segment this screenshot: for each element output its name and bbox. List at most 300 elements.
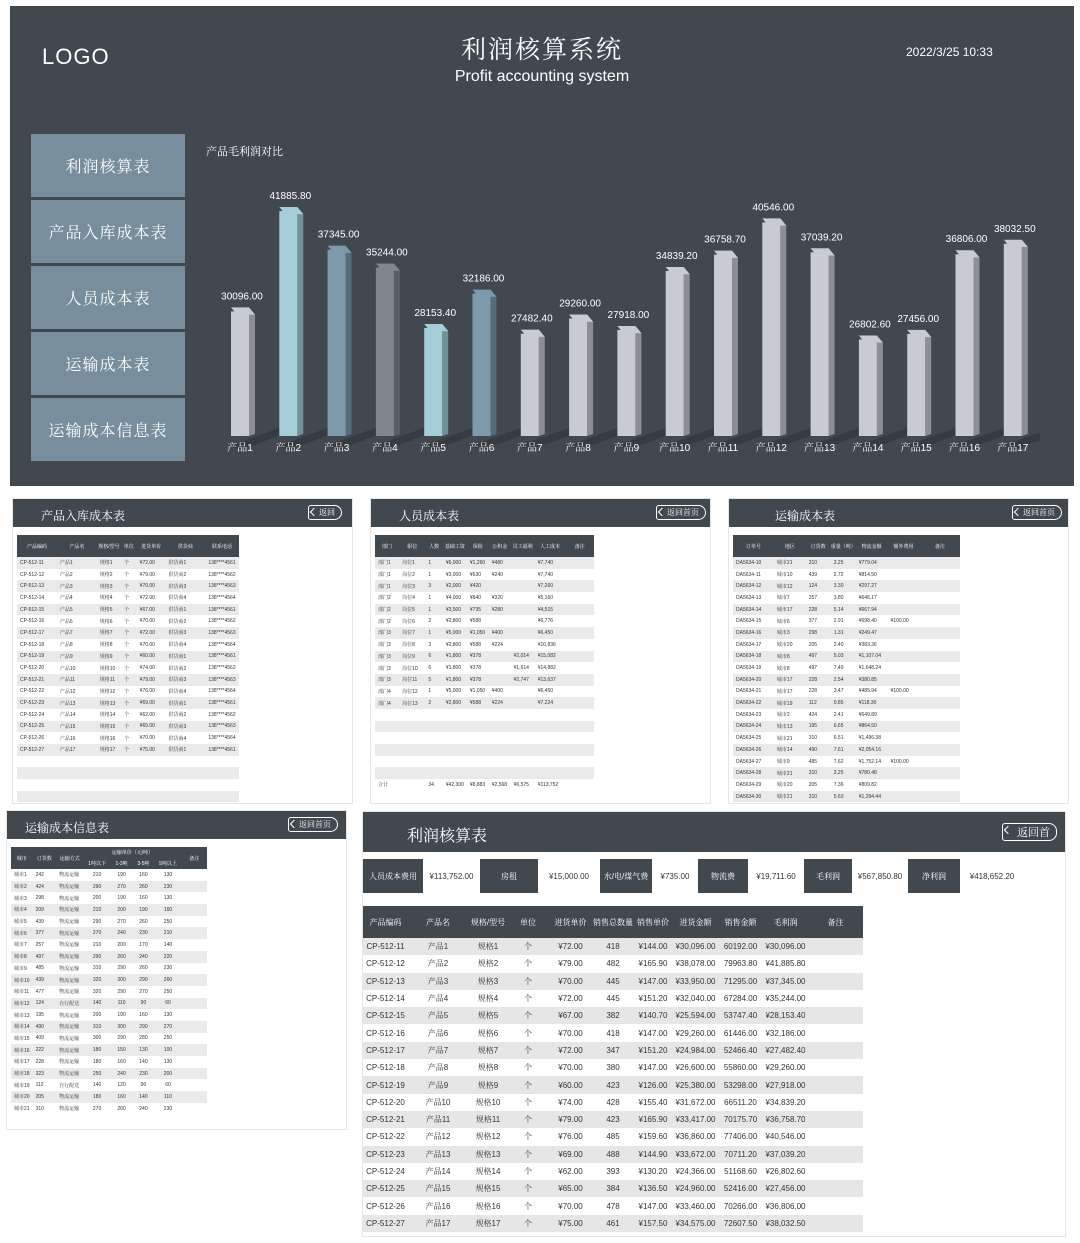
table-cell: ¥37,039.20 xyxy=(763,1146,808,1163)
table-cell: ¥65.00 xyxy=(548,1180,593,1197)
table-cell: CP-512-13 xyxy=(17,580,57,592)
table-cell: ¥30,096.00 xyxy=(673,938,718,955)
data-label: 27482.40 xyxy=(510,313,553,325)
table-cell: 130 xyxy=(163,1058,173,1065)
table-cell: 产品12 xyxy=(425,1132,451,1142)
table-cell: 个 xyxy=(124,642,130,649)
bar-side xyxy=(829,248,835,436)
column-header: 产品名 xyxy=(57,535,97,557)
table-cell: ¥5,000 xyxy=(445,688,462,695)
table-cell xyxy=(808,1146,863,1163)
table-cell: 规格14 xyxy=(99,712,116,719)
nav-transport-cost-table[interactable]: 运输成本表 xyxy=(31,332,185,395)
table-cell: 个 xyxy=(124,712,130,719)
table-cell: 规格7 xyxy=(468,1042,508,1059)
table-cell: 规格16 xyxy=(475,1201,501,1211)
table-cell: 124 xyxy=(806,580,831,592)
table-cell: 298 xyxy=(35,895,44,902)
table-cell xyxy=(375,767,399,779)
table-cell: 138****4564 xyxy=(208,688,236,695)
bar-side xyxy=(635,326,641,436)
table-cell: ¥140.70 xyxy=(633,1007,673,1024)
table-cell: ¥32,186.00 xyxy=(765,1028,806,1038)
column-header: 保险 xyxy=(467,535,489,557)
table-cell: 岗位8 xyxy=(402,642,415,649)
bar xyxy=(569,319,587,436)
table-row xyxy=(17,697,239,709)
bar xyxy=(279,211,297,436)
table-cell: 3.25 xyxy=(831,767,856,779)
table-row xyxy=(363,1024,863,1041)
column-header: 毛利润 xyxy=(763,906,808,938)
table-cell: ¥13,637 xyxy=(535,674,566,686)
table-cell xyxy=(919,697,960,709)
table-cell: 2.72 xyxy=(833,571,844,578)
table-cell: 物流运输 xyxy=(56,881,83,893)
table-cell: 160 xyxy=(117,1058,126,1065)
data-label: 36758.70 xyxy=(704,234,746,246)
table-cell xyxy=(165,779,205,791)
table-row xyxy=(11,939,207,951)
category-label: 产品10 xyxy=(659,443,691,454)
column-header: 供货商 xyxy=(165,535,205,557)
table-cell xyxy=(565,592,594,604)
summary-value: ¥19,711.60 xyxy=(756,871,796,881)
column-header: 产品编码 xyxy=(17,535,57,557)
table-cell: ¥6,450 xyxy=(537,688,554,695)
table-cell: 138****4564 xyxy=(208,641,236,648)
table-cell: ¥840 xyxy=(469,594,482,601)
table-cell: 1 xyxy=(425,557,443,569)
table-cell xyxy=(888,709,920,721)
table-cell: 6 xyxy=(425,651,443,663)
table-cell: ¥72.00 xyxy=(137,627,166,639)
table-cell xyxy=(165,756,205,768)
table-cell: 岗位13 xyxy=(399,697,425,709)
table-cell: ¥147.00 xyxy=(633,973,673,990)
back-home-button[interactable]: 返回首 xyxy=(1002,823,1057,841)
table-row xyxy=(11,951,207,963)
table-cell: ¥1,294.44 xyxy=(856,791,888,803)
table-cell xyxy=(565,709,594,721)
table-cell: ¥38,078.00 xyxy=(675,959,716,969)
nav-transport-info-table[interactable]: 运输成本信息表 xyxy=(31,398,185,461)
table-row xyxy=(363,1163,863,1180)
table-cell: 67284.00 xyxy=(723,994,758,1004)
table-cell: CP-512-21 xyxy=(17,674,57,686)
table-cell xyxy=(182,939,207,951)
table-row xyxy=(733,779,960,791)
table-row xyxy=(375,721,594,733)
table-cell: ¥400 xyxy=(489,627,511,639)
table-cell: 257 xyxy=(808,594,818,601)
bar-side xyxy=(491,290,497,436)
table-cell: 6.65 xyxy=(831,721,856,733)
table-cell: 1.31 xyxy=(831,627,856,639)
table-cell: 5.14 xyxy=(831,604,856,616)
nav-staff-cost-table[interactable]: 人员成本表 xyxy=(31,266,185,329)
table-cell: CP-512-16 xyxy=(366,1028,405,1038)
table-cell: ¥814.50 xyxy=(858,571,877,578)
table-cell xyxy=(565,767,594,779)
table-cell xyxy=(182,1033,207,1045)
table-cell xyxy=(535,756,566,768)
table-cell: 200 xyxy=(92,1012,102,1019)
table-cell xyxy=(182,1091,207,1103)
table-row xyxy=(363,1042,863,1059)
table-cell: 个 xyxy=(524,1201,532,1211)
table-cell xyxy=(205,767,238,779)
table-cell: 岗位1 xyxy=(399,557,425,569)
page-title: 利润核算系统 xyxy=(460,35,623,64)
data-label: 29260.00 xyxy=(559,298,601,310)
table-cell: 270 xyxy=(92,1105,102,1112)
table-cell xyxy=(182,1056,207,1068)
table-cell: 180 xyxy=(84,1091,111,1103)
table-cell: 个 xyxy=(121,721,137,733)
table-cell: ¥249.47 xyxy=(856,627,888,639)
back-home-button[interactable]: 返回首页 xyxy=(1012,505,1062,520)
table-cell xyxy=(425,744,443,756)
table-cell: ¥7,740 xyxy=(535,557,566,569)
table-cell: 个 xyxy=(121,674,137,686)
table-cell: 210 xyxy=(92,871,102,878)
table-cell xyxy=(565,580,594,592)
table-cell: 138****4561 xyxy=(205,697,238,709)
data-label: 27918.00 xyxy=(607,309,650,321)
bar xyxy=(231,311,249,436)
table-cell xyxy=(511,557,535,569)
table-cell: 城市16 xyxy=(11,1044,33,1056)
table-cell: DA5634-25 xyxy=(736,735,762,742)
column-header: 产品编码 xyxy=(363,906,408,938)
table-cell: ¥72.00 xyxy=(558,994,583,1004)
table-cell: 7.36 xyxy=(833,781,844,788)
table-cell: 规格9 xyxy=(468,1076,508,1093)
table-cell: 205 xyxy=(808,781,818,788)
table-row xyxy=(363,1215,863,1232)
table-cell: 规格10 xyxy=(475,1097,501,1107)
table-cell: ¥62.00 xyxy=(139,711,155,718)
table-cell: 供货商3 xyxy=(165,627,205,639)
table-cell: ¥76.00 xyxy=(139,688,155,695)
table-cell: 5.63 xyxy=(831,791,856,803)
table-cell: 497 xyxy=(33,951,57,963)
table-cell: 130 xyxy=(163,895,173,902)
table-cell xyxy=(57,756,97,768)
table-cell: 城市13 xyxy=(14,1012,30,1019)
table-cell: 53747.40 xyxy=(718,1007,763,1024)
panel-title: 运输成本信息表 xyxy=(25,821,110,835)
table-cell: ¥779.04 xyxy=(856,557,888,569)
table-cell: 供货商1 xyxy=(165,557,205,569)
table-cell: CP-512-17 xyxy=(363,1042,408,1059)
table-cell: 规格11 xyxy=(468,1111,508,1128)
data-label: 28153.40 xyxy=(414,307,457,319)
column-header: 销售总数量 xyxy=(593,906,633,938)
summary-label: 房租 xyxy=(480,859,538,893)
table-cell: ¥37,345.00 xyxy=(763,973,808,990)
column-header: 运输方式 xyxy=(56,847,83,869)
bar-side xyxy=(297,207,303,436)
table-cell: 供货商2 xyxy=(168,618,187,625)
table-cell: 城市20 xyxy=(776,782,793,789)
table-cell xyxy=(467,709,489,721)
table-cell: 产品1 xyxy=(408,938,468,955)
table-cell xyxy=(489,744,511,756)
table-cell xyxy=(888,639,920,651)
column-header: 备注 xyxy=(565,535,594,557)
table-cell: 个 xyxy=(524,1063,532,1073)
table-row xyxy=(11,974,207,986)
table-cell: 240 xyxy=(133,951,155,963)
table-cell: 240 xyxy=(111,1068,133,1080)
table-row xyxy=(17,639,239,651)
profit-panel xyxy=(362,811,1066,1237)
table-cell: ¥646.17 xyxy=(858,594,877,601)
table-cell: 138****4562 xyxy=(208,711,236,718)
table-cell: 城市4 xyxy=(11,904,33,916)
table-cell: 部门1 xyxy=(375,580,399,592)
table-cell: 供货商1 xyxy=(165,744,205,756)
table-cell: ¥27,918.00 xyxy=(763,1076,808,1093)
table-cell xyxy=(182,1021,207,1033)
table-cell: 城市15 xyxy=(14,1035,30,1042)
table-cell: ¥588 xyxy=(469,618,482,625)
table-cell xyxy=(121,756,137,768)
bar xyxy=(376,268,394,436)
table-cell: 规格5 xyxy=(468,1007,508,1024)
table-row xyxy=(17,662,239,674)
table-cell: CP-512-15 xyxy=(17,604,57,616)
table-cell: 城市6 xyxy=(776,618,790,625)
table-cell xyxy=(489,767,511,779)
table-cell: CP-512-12 xyxy=(366,959,405,969)
category-label: 产品5 xyxy=(420,443,446,454)
nav-inbound-cost-table[interactable]: 产品入库成本表 xyxy=(31,200,185,263)
category-label: 产品9 xyxy=(613,443,640,454)
table-cell: ¥147.00 xyxy=(638,1028,668,1038)
table-cell: 岗位7 xyxy=(399,627,425,639)
table-cell: 140 xyxy=(133,1091,155,1103)
table-cell: 规格12 xyxy=(99,688,116,695)
table-cell: 228 xyxy=(35,1058,44,1065)
table-cell: ¥400 xyxy=(491,688,503,695)
table-cell: ¥36,758.70 xyxy=(763,1111,808,1128)
table-cell: ¥33,672.00 xyxy=(673,1146,718,1163)
table-cell: 物流运输 xyxy=(56,974,83,986)
table-cell: 个 xyxy=(508,1042,548,1059)
table-cell xyxy=(425,767,443,779)
column-header: 基础工资 xyxy=(443,535,467,557)
table-cell: ¥6,450 xyxy=(535,627,566,639)
table-cell xyxy=(565,721,594,733)
table-cell: 城市17 xyxy=(774,674,806,686)
table-cell: 138****4562 xyxy=(208,571,236,578)
table-cell: 270 xyxy=(154,1021,181,1033)
table-cell: 产品1 xyxy=(57,557,97,569)
table-cell: 规格9 xyxy=(97,651,121,663)
table-cell: 1 xyxy=(425,604,443,616)
table-cell: 138****4562 xyxy=(208,618,236,625)
table-cell: 岗位4 xyxy=(402,595,415,602)
table-cell: 112 xyxy=(35,1082,44,1089)
table-cell xyxy=(489,756,511,768)
table-cell xyxy=(182,892,207,904)
table-cell: ¥29,260.00 xyxy=(765,1063,806,1073)
table-cell xyxy=(425,732,443,744)
table-cell: DA5634-11 xyxy=(736,571,761,578)
data-label: 37039.20 xyxy=(800,232,843,244)
table-cell: 城市1 xyxy=(14,872,27,879)
back-button[interactable]: 返回 xyxy=(308,505,342,520)
table-cell: 60192.00 xyxy=(718,938,763,955)
table-cell: 260 xyxy=(154,974,181,986)
table-cell xyxy=(425,756,443,768)
table-cell: 部门4 xyxy=(375,697,399,709)
table-cell: 个 xyxy=(508,973,548,990)
table-cell: CP-512-18 xyxy=(20,641,45,648)
table-cell: 240 xyxy=(139,1105,148,1112)
nav-profit-table[interactable]: 利润核算表 xyxy=(31,134,185,197)
table-row xyxy=(363,973,863,990)
table-cell: DA5634-15 xyxy=(736,618,762,625)
table-cell: 岗位3 xyxy=(399,580,425,592)
table-cell xyxy=(17,767,57,779)
category-label: 产品13 xyxy=(804,443,836,454)
table-cell: 规格4 xyxy=(99,595,113,602)
column-header: 备注 xyxy=(182,847,207,869)
table-row xyxy=(733,744,960,756)
table-cell: ¥30,096.00 xyxy=(763,938,808,955)
table-cell xyxy=(919,557,960,569)
table-cell: 个 xyxy=(124,665,130,672)
table-cell: ¥144.00 xyxy=(633,938,673,955)
table-cell: ¥26,600.00 xyxy=(675,1063,716,1073)
category-label: 产品8 xyxy=(565,443,591,454)
table-cell: 205 xyxy=(33,1091,57,1103)
back-home-button[interactable]: 返回首页 xyxy=(656,505,706,520)
summary-label: 人员成本费用 xyxy=(363,859,423,893)
table-cell xyxy=(565,627,594,639)
table-cell: 222 xyxy=(33,1044,57,1056)
table-cell: 城市10 xyxy=(776,572,793,579)
table-cell xyxy=(467,756,489,768)
table-cell: 250 xyxy=(163,1035,173,1042)
table-cell: DA5634-13 xyxy=(736,594,762,601)
table-cell: 部门2 xyxy=(375,604,399,616)
table-cell: ¥70.00 xyxy=(558,1063,583,1073)
table-cell: ¥126.00 xyxy=(633,1076,673,1093)
table-cell xyxy=(121,767,137,779)
table-cell: 497 xyxy=(806,651,831,663)
table-cell: CP-512-16 xyxy=(20,618,45,625)
table-cell: ¥485.94 xyxy=(858,688,877,695)
table-cell xyxy=(165,791,205,803)
table-cell: 228 xyxy=(806,604,831,616)
table-cell: ¥74.00 xyxy=(558,1097,583,1107)
table-cell: 150 xyxy=(111,1044,133,1056)
table-cell: ¥1,496.38 xyxy=(858,735,881,742)
table-cell: 130 xyxy=(133,1044,155,1056)
table-cell: CP-512-24 xyxy=(366,1167,405,1176)
table-cell: 424 xyxy=(808,711,818,718)
table-cell: 461 xyxy=(593,1215,633,1232)
table-cell: ¥378 xyxy=(467,651,489,663)
table-cell xyxy=(511,686,535,698)
table-cell: ¥33,460.00 xyxy=(675,1201,716,1211)
table-cell: 138****4561 xyxy=(205,557,238,569)
table-cell: 290 xyxy=(117,965,126,972)
table-cell: 产品12 xyxy=(59,688,76,695)
bar-side xyxy=(1022,240,1028,436)
column-header: 额外费用 xyxy=(888,535,920,557)
table-cell: 供货商1 xyxy=(165,651,205,663)
table-cell xyxy=(182,1009,207,1021)
table-cell: ¥7,224 xyxy=(535,697,566,709)
table-row xyxy=(11,1103,207,1115)
table-row xyxy=(11,1068,207,1080)
table-cell: ¥224 xyxy=(491,641,503,648)
table-cell: ¥280 xyxy=(489,604,511,616)
category-label: 产品17 xyxy=(997,443,1029,454)
column-header: 联系电话 xyxy=(205,535,238,557)
table-cell xyxy=(399,709,425,721)
category-label: 产品1 xyxy=(227,443,253,454)
table-row xyxy=(363,955,863,972)
table-cell: 个 xyxy=(524,1167,532,1176)
panel-header xyxy=(13,499,352,527)
table-row xyxy=(17,592,239,604)
table-cell xyxy=(489,674,511,686)
column-subheader: 1吨以下 xyxy=(84,858,111,869)
table-cell: 418 xyxy=(593,938,633,955)
table-cell: 490 xyxy=(806,744,831,756)
table-cell: ¥151.20 xyxy=(633,1042,673,1059)
table-cell: 城市8 xyxy=(11,951,33,963)
back-home-button[interactable]: 返回首页 xyxy=(288,817,338,832)
table-cell: 城市21 xyxy=(774,557,806,569)
summary-row xyxy=(363,859,1065,893)
table-cell: 供货商1 xyxy=(165,697,205,709)
table-cell: 124 xyxy=(33,998,57,1010)
table-cell: 岗位9 xyxy=(399,651,425,663)
column-header: 单位 xyxy=(508,906,548,938)
table-cell: 228 xyxy=(808,688,818,695)
summary-label: 物流费 xyxy=(698,859,748,893)
table-cell: 380 xyxy=(606,1063,620,1073)
table-cell: 3 xyxy=(425,580,443,592)
table-row xyxy=(375,569,594,581)
table-cell: 138****4563 xyxy=(205,721,238,733)
table-cell xyxy=(489,651,511,663)
summary-value: ¥735.00 xyxy=(660,871,690,881)
table-cell: 52466.40 xyxy=(718,1042,763,1059)
table-cell: 城市20 xyxy=(11,1091,33,1103)
table-cell xyxy=(97,767,121,779)
table-cell: 个 xyxy=(124,572,130,579)
table-cell: 477 xyxy=(35,988,44,995)
table-cell: 城市9 xyxy=(14,965,27,972)
table-cell: 3.25 xyxy=(831,557,856,569)
table-cell xyxy=(489,580,511,592)
table-row xyxy=(375,709,594,721)
table-cell: DA5634-19 xyxy=(736,665,762,672)
table-cell: 个 xyxy=(524,1028,532,1038)
table-cell: 1 xyxy=(428,594,432,601)
table-cell: 382 xyxy=(593,1007,633,1024)
table-cell xyxy=(489,662,511,674)
